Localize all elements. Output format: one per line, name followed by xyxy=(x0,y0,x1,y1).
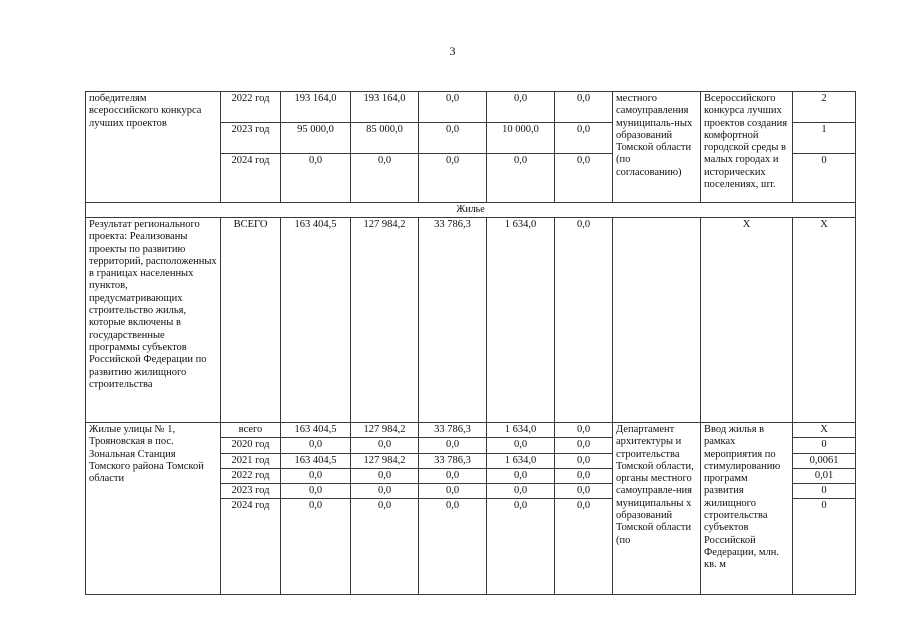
indicator-value-cell: 0,01 xyxy=(793,468,856,483)
event-name-cell: победителям всероссийского конкурса лучших проектов xyxy=(86,92,221,203)
value-cell: 0,0 xyxy=(419,123,487,154)
value-cell: 0,0 xyxy=(555,484,613,499)
value-cell: 0,0 xyxy=(487,468,555,483)
value-cell: 10 000,0 xyxy=(487,123,555,154)
table-row xyxy=(86,92,856,123)
value-cell: 0,0 xyxy=(555,123,613,154)
indicator-name-cell: Х xyxy=(701,218,793,423)
indicator-value-cell: 0,0061 xyxy=(793,453,856,468)
year-cell: 2023 год xyxy=(221,484,281,499)
year-cell: 2022 год xyxy=(221,92,281,123)
executor-cell: местного самоуправления муниципаль-ных образований Томской области (по согласованию) xyxy=(613,92,701,203)
value-cell: 193 164,0 xyxy=(351,92,419,123)
year-cell: 2024 год xyxy=(221,154,281,203)
year-cell: 2024 год xyxy=(221,499,281,595)
year-cell: 2023 год xyxy=(221,123,281,154)
value-cell: 0,0 xyxy=(555,154,613,203)
value-cell: 33 786,3 xyxy=(419,423,487,438)
value-cell: 0,0 xyxy=(351,484,419,499)
value-cell: 0,0 xyxy=(487,154,555,203)
year-cell: всего xyxy=(221,423,281,438)
indicator-name-cell: Всероссийского конкурса лучших проектов создания комфортной городской среды в малых городах и исторических поселениях, шт. xyxy=(701,92,793,203)
value-cell: 0,0 xyxy=(281,154,351,203)
indicator-value-cell: Х xyxy=(793,218,856,423)
executor-cell: Департамент архитектуры и строительства Томской области, органы местного самоуправле-ния муниципальны х образований Томской области (по xyxy=(613,423,701,595)
year-cell: 2022 год xyxy=(221,468,281,483)
year-cell: 2020 год xyxy=(221,438,281,453)
value-cell: 0,0 xyxy=(351,468,419,483)
executor-empty-cell xyxy=(613,218,701,423)
value-cell: 0,0 xyxy=(351,438,419,453)
value-cell: 193 164,0 xyxy=(281,92,351,123)
value-cell: 0,0 xyxy=(281,468,351,483)
value-cell: 0,0 xyxy=(487,438,555,453)
value-cell: 0,0 xyxy=(281,438,351,453)
value-cell: 0,0 xyxy=(419,499,487,595)
value-cell: 163 404,5 xyxy=(281,218,351,423)
value-cell: 0,0 xyxy=(555,438,613,453)
value-cell: 33 786,3 xyxy=(419,453,487,468)
value-cell: 0,0 xyxy=(487,499,555,595)
page-number: 3 xyxy=(449,44,456,58)
value-cell: 0,0 xyxy=(351,499,419,595)
value-cell: 0,0 xyxy=(487,92,555,123)
indicator-value-cell: 0 xyxy=(793,154,856,203)
indicator-value-cell: 0 xyxy=(793,438,856,453)
value-cell: 127 984,2 xyxy=(351,453,419,468)
value-cell: 33 786,3 xyxy=(419,218,487,423)
section-title: Жилье xyxy=(86,203,856,218)
value-cell: 0,0 xyxy=(555,92,613,123)
value-cell: 0,0 xyxy=(419,468,487,483)
table-row xyxy=(86,218,856,423)
indicator-value-cell: Х xyxy=(793,423,856,438)
value-cell: 0,0 xyxy=(555,468,613,483)
value-cell: 0,0 xyxy=(419,438,487,453)
object-name-cell: Жилые улицы № 1, Трояновская в пос. Зональная Станция Томского района Томской области xyxy=(86,423,221,595)
value-cell: 1 634,0 xyxy=(487,218,555,423)
value-cell: 0,0 xyxy=(419,92,487,123)
value-cell: 127 984,2 xyxy=(351,218,419,423)
year-cell: 2021 год xyxy=(221,453,281,468)
value-cell: 0,0 xyxy=(281,484,351,499)
budget-table xyxy=(85,91,856,595)
value-cell: 163 404,5 xyxy=(281,423,351,438)
value-cell: 0,0 xyxy=(487,484,555,499)
result-name-cell: Результат регионального проекта: Реализованы проекты по развитию территорий, расположенных в границах населенных пунктов, предусматривающих строительство жилья, которые включены в государственные программы субъектов Российской Федерации по развитию жилищного строительства xyxy=(86,218,221,423)
value-cell: 163 404,5 xyxy=(281,453,351,468)
value-cell: 95 000,0 xyxy=(281,123,351,154)
value-cell: 127 984,2 xyxy=(351,423,419,438)
year-cell: ВСЕГО xyxy=(221,218,281,423)
value-cell: 0,0 xyxy=(419,484,487,499)
value-cell: 1 634,0 xyxy=(487,453,555,468)
indicator-value-cell: 1 xyxy=(793,123,856,154)
value-cell: 0,0 xyxy=(281,499,351,595)
value-cell: 85 000,0 xyxy=(351,123,419,154)
table-row xyxy=(86,423,856,438)
value-cell: 0,0 xyxy=(351,154,419,203)
value-cell: 0,0 xyxy=(419,154,487,203)
indicator-value-cell: 0 xyxy=(793,484,856,499)
indicator-value-cell: 0 xyxy=(793,499,856,595)
section-row xyxy=(86,203,856,218)
indicator-value-cell: 2 xyxy=(793,92,856,123)
value-cell: 1 634,0 xyxy=(487,423,555,438)
value-cell: 0,0 xyxy=(555,499,613,595)
value-cell: 0,0 xyxy=(555,423,613,438)
value-cell: 0,0 xyxy=(555,453,613,468)
indicator-name-cell: Ввод жилья в рамках мероприятия по стимулированию программ развития жилищного строительства субъектов Российской Федерации, млн. кв. м xyxy=(701,423,793,595)
value-cell: 0,0 xyxy=(555,218,613,423)
